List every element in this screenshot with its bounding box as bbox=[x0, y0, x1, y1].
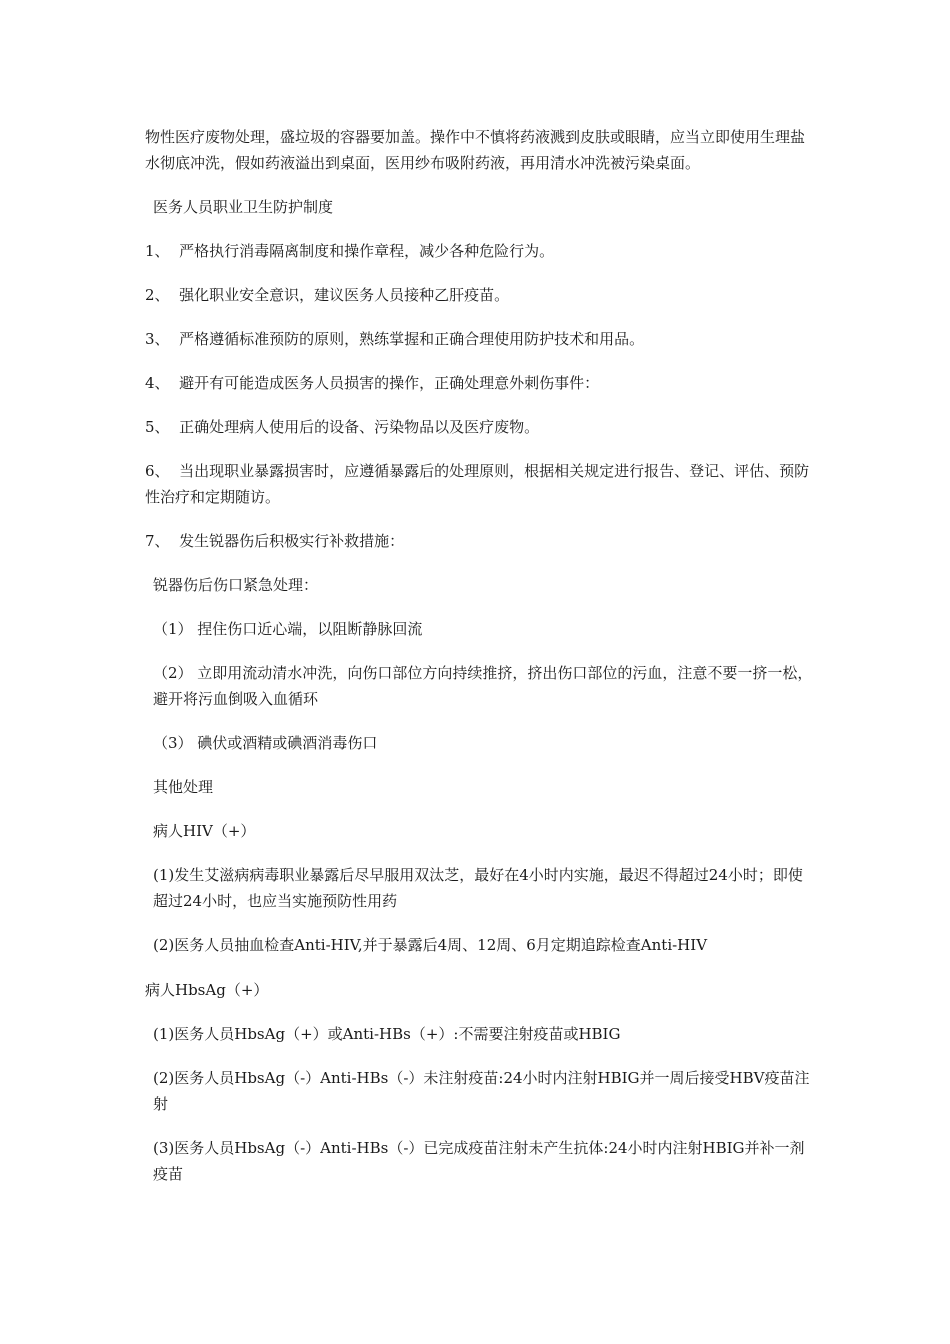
document-page bbox=[145, 124, 813, 1205]
sharp-step: （3） 碘伏或酒精或碘酒消毒伤口 bbox=[153, 734, 378, 752]
section-title: 医务人员职业卫生防护制度 bbox=[153, 198, 334, 216]
list-item: 2、 强化职业安全意识，建议医务人员接种乙肝疫苗。 bbox=[145, 286, 510, 304]
other-title: 其他处理 bbox=[153, 778, 214, 796]
sharp-injury-title: 锐器伤后伤口紧急处理： bbox=[153, 576, 319, 594]
list-item: 3、 严格遵循标准预防的原则，熟练掌握和正确合理使用防护技术和用品。 bbox=[145, 330, 645, 348]
hbsag-title: 病人HbsAg（+） bbox=[145, 981, 269, 999]
intro-paragraph: 物性医疗废物处理，盛垃圾的容器要加盖。操作中不慎将药液溅到皮肤或眼睛，应当立即使用生理盐水彻底冲洗，假如药液溢出到桌面，医用纱布吸附药液，再用清水冲洗被污染桌面。 bbox=[145, 128, 806, 172]
list-item: 5、 正确处理病人使用后的设备、污染物品以及医疗废物。 bbox=[145, 418, 540, 436]
list-item: 6、 当出现职业暴露损害时，应遵循暴露后的处理原则，根据相关规定进行报告、登记、评估、预防性治疗和定期随访。 bbox=[145, 462, 810, 506]
hiv-step: (2)医务人员抽血检查Anti-HIV,并于暴露后4周、12周、6月定期追踪检查Anti-HIV bbox=[153, 936, 708, 954]
list-item: 7、 发生锐器伤后积极实行补救措施： bbox=[145, 532, 405, 550]
sharp-step: （1） 捏住伤口近心端，以阻断静脉回流 bbox=[153, 620, 423, 638]
hbsag-step: (1)医务人员HbsAg（+）或Anti-HBs（+）:不需要注射疫苗或HBIG bbox=[153, 1025, 621, 1043]
hiv-step: (1)发生艾滋病病毒职业暴露后尽早服用双汰芝，最好在4小时内实施，最迟不得超过24小时；即使超过24小时，也应当实施预防性用药 bbox=[153, 866, 803, 910]
hbsag-step: (3)医务人员HbsAg（-）Anti-HBs（-）已完成疫苗注射未产生抗体:24小时内注射HBIG并补一剂疫苗 bbox=[153, 1139, 805, 1183]
list-item: 1、 严格执行消毒隔离制度和操作章程，减少各种危险行为。 bbox=[145, 242, 555, 260]
sharp-step: （2） 立即用流动清水冲洗，向伤口部位方向持续推挤，挤出伤口部位的污血，注意不要一挤一松，避开将污血倒吸入血循环 bbox=[153, 664, 813, 708]
hbsag-step: (2)医务人员HbsAg（-）Anti-HBs（-）未注射疫苗:24小时内注射HBIG并一周后接受HBV疫苗注射 bbox=[153, 1069, 810, 1113]
list-item: 4、 避开有可能造成医务人员损害的操作，正确处理意外刺伤事件： bbox=[145, 374, 600, 392]
hiv-title: 病人HIV（+） bbox=[153, 822, 256, 840]
